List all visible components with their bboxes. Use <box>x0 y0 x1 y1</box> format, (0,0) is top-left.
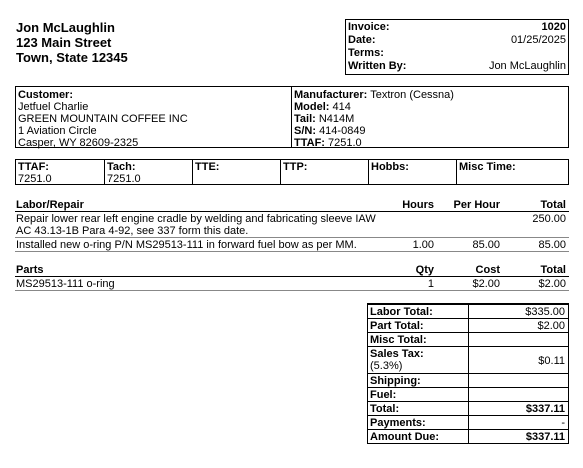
shop-city: Town, State 12345 <box>16 50 128 65</box>
invoice-terms-label: Terms: <box>348 47 384 59</box>
labor-header-rate: Per Hour <box>453 199 500 211</box>
time-label: Misc Time: <box>459 161 516 173</box>
tail-row <box>294 113 454 125</box>
customer-line: 1 Aviation Circle <box>18 125 97 137</box>
written-by-value: Jon McLaughlin <box>488 60 566 72</box>
model-value: 414 <box>332 101 351 113</box>
totals-row-payments <box>368 415 568 430</box>
totals-row-amount-due <box>368 429 568 444</box>
customer-line: Casper, WY 82609-2325 <box>18 137 139 149</box>
aircraft-ttaf-row <box>294 137 454 149</box>
invoice-written-by-row <box>348 60 566 73</box>
aircraft-ttaf-label: TTAF: <box>294 137 325 149</box>
sn-row <box>294 125 454 137</box>
sales-tax-value: $0.11 <box>538 355 565 367</box>
customer-label: Customer: <box>18 89 74 101</box>
written-by-label: Written By: <box>348 60 407 72</box>
misc-total-label: Misc Total: <box>370 334 427 346</box>
time-value: 7251.0 <box>18 173 52 185</box>
sn-label: S/N: <box>294 125 316 137</box>
invoice-info-box <box>345 19 569 75</box>
totals-row-misc <box>368 332 568 347</box>
payments-value: - <box>561 417 565 429</box>
labor-row-desc: Installed new o-ring P/N MS29513-111 in forward fuel bow as per MM. <box>16 239 357 251</box>
parts-row-desc: MS29513-111 o-ring <box>16 278 115 290</box>
parts-header-rule <box>15 276 569 277</box>
shop-address <box>16 20 128 65</box>
sales-tax-rate: (5.3%) <box>370 360 403 372</box>
labor-row-total: 250.00 <box>532 213 566 225</box>
amount-due-label: Amount Due: <box>370 431 440 443</box>
customer-aircraft-box <box>15 86 569 148</box>
invoice-date-row <box>348 34 566 47</box>
manufacturer-label: Manufacturer: <box>294 89 368 101</box>
invoice-terms-row <box>348 47 566 60</box>
parts-header-qty: Qty <box>415 264 434 276</box>
time-label: Hobbs: <box>371 161 409 173</box>
invoice-date-value: 01/25/2025 <box>510 34 566 46</box>
labor-row-desc: AC 43.13-1B Para 4-92, see 337 form this date. <box>16 225 249 237</box>
amount-due-value: $337.11 <box>525 431 565 443</box>
times-box <box>15 159 569 185</box>
labor-total-value: $335.00 <box>525 306 565 318</box>
time-cell-misc <box>456 160 568 184</box>
time-label: TTAF: <box>18 161 49 173</box>
sn-value: 414-0849 <box>319 125 366 137</box>
time-cell-hobbs <box>368 160 457 184</box>
parts-row-rule <box>15 290 569 291</box>
model-label: Model: <box>294 101 330 113</box>
shop-name: Jon McLaughlin <box>16 20 115 35</box>
shipping-label: Shipping: <box>370 375 421 387</box>
time-label: TTP: <box>283 161 308 173</box>
parts-header-total: Total <box>540 264 566 276</box>
part-total-value: $2.00 <box>537 320 565 332</box>
payments-label: Payments: <box>370 417 426 429</box>
invoice-number-value: 1020 <box>541 21 566 33</box>
invoice-date-label: Date: <box>348 34 376 46</box>
labor-row <box>16 213 376 237</box>
totals-row-labor <box>368 304 568 319</box>
parts-row-total: $2.00 <box>538 278 566 290</box>
labor-row-rate: 85.00 <box>472 239 500 251</box>
customer-divider <box>291 87 292 147</box>
customer-line: Jetfuel Charlie <box>18 101 89 113</box>
labor-header-hours: Hours <box>402 199 434 211</box>
invoice-number-label: Invoice: <box>348 21 390 33</box>
aircraft-ttaf-value: 7251.0 <box>328 137 362 149</box>
grand-total-label: Total: <box>370 403 400 415</box>
tail-label: Tail: <box>294 113 316 125</box>
labor-header-rule <box>15 211 569 212</box>
totals-row-part <box>368 318 568 333</box>
customer-block <box>18 89 188 149</box>
totals-box <box>367 303 569 444</box>
parts-header-desc: Parts <box>16 264 44 276</box>
shop-street: 123 Main Street <box>16 35 112 50</box>
parts-header-cost: Cost <box>475 264 500 276</box>
labor-row-rule <box>15 251 569 252</box>
labor-row-rule <box>15 237 569 238</box>
sales-tax-label: Sales Tax: <box>370 348 424 360</box>
fuel-label: Fuel: <box>370 389 397 401</box>
totals-row-tax <box>368 346 568 374</box>
time-cell-tte <box>192 160 281 184</box>
customer-line: GREEN MOUNTAIN COFFEE INC <box>18 113 188 125</box>
labor-total-label: Labor Total: <box>370 306 433 318</box>
labor-row-desc: Repair lower rear left engine cradle by welding and fabricating sleeve IAW <box>16 213 376 225</box>
time-label: Tach: <box>107 161 136 173</box>
time-label: TTE: <box>195 161 220 173</box>
manufacturer-row <box>294 89 454 101</box>
labor-row-hours: 1.00 <box>412 239 434 251</box>
parts-row-qty: 1 <box>427 278 434 290</box>
manufacturer-value: Textron (Cessna) <box>370 89 454 101</box>
totals-row-total <box>368 401 568 416</box>
aircraft-block <box>294 89 454 149</box>
tail-value: N414M <box>318 113 355 125</box>
model-row <box>294 101 454 113</box>
labor-header-total: Total <box>540 199 566 211</box>
labor-row-total: 85.00 <box>538 239 566 251</box>
time-cell-tach <box>104 160 193 184</box>
labor-header-desc: Labor/Repair <box>16 199 84 211</box>
totals-row-shipping <box>368 373 568 388</box>
time-value: 7251.0 <box>107 173 141 185</box>
invoice-number-row <box>348 21 566 34</box>
time-cell-ttp <box>280 160 369 184</box>
totals-row-fuel <box>368 387 568 402</box>
part-total-label: Part Total: <box>370 320 424 332</box>
time-cell-ttaf <box>16 160 104 184</box>
grand-total-value: $337.11 <box>525 403 565 415</box>
parts-row-cost: $2.00 <box>472 278 500 290</box>
